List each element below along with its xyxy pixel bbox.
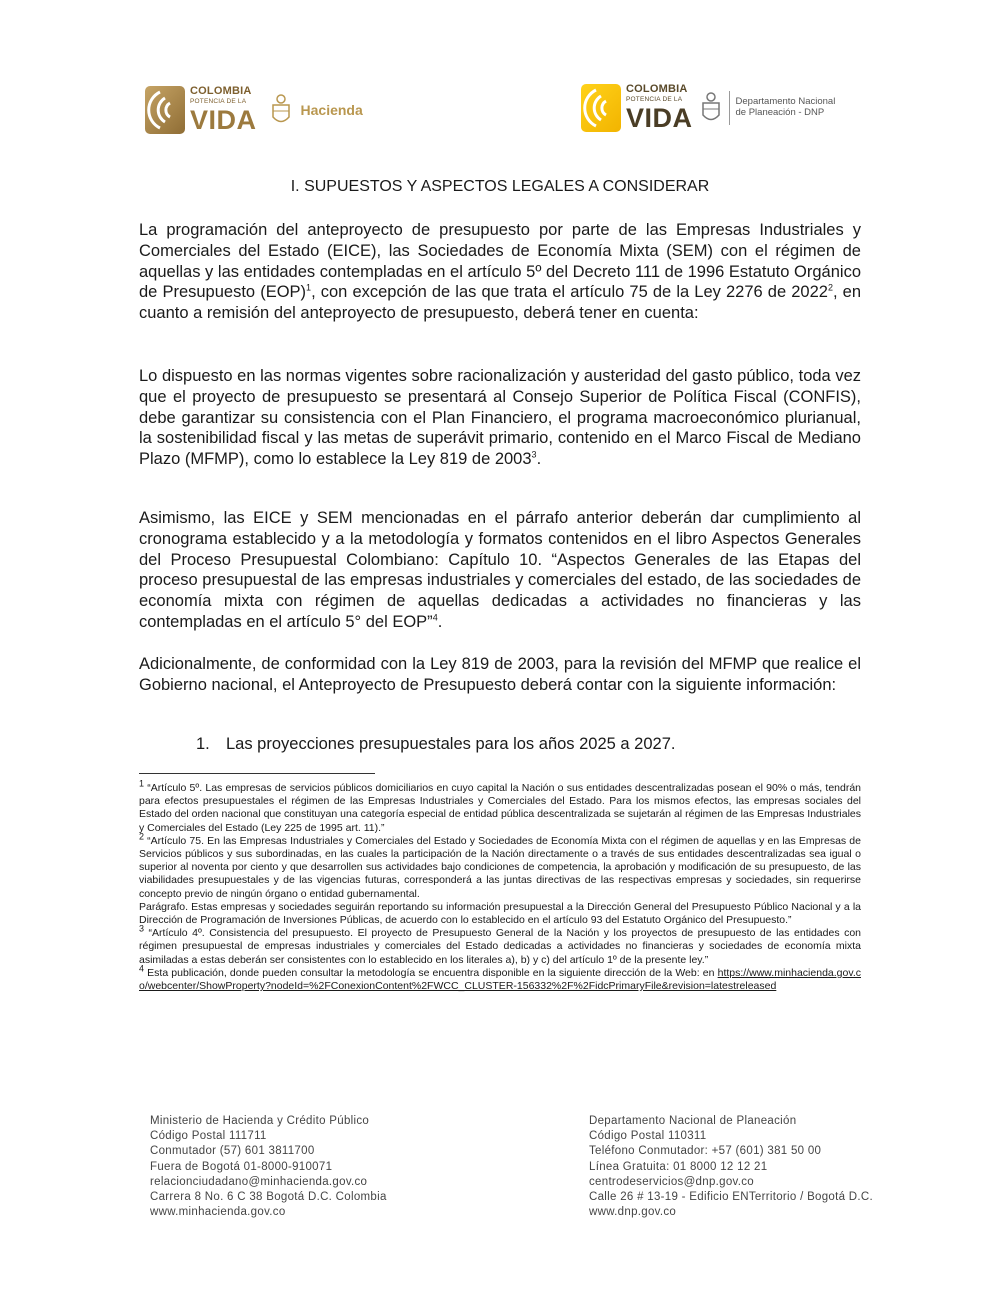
footnote-ref-2[interactable]: 2 xyxy=(827,282,833,293)
footnote-marker: 3 xyxy=(139,923,145,934)
dnp-label-line1: Departamento Nacional xyxy=(735,96,836,108)
paragraph-3-part-b: . xyxy=(437,612,443,631)
footer-website-link[interactable]: www.dnp.gov.co xyxy=(589,1206,677,1219)
footnote-3 xyxy=(139,923,861,967)
footnote-1 xyxy=(139,778,862,835)
paragraph-2 xyxy=(139,366,861,470)
footnote-2-text: “Artículo 75. En las Empresas Industriales y Comerciales del Estado y Sociedades de Economía Mixta con el régimen de aquellas y en las Empresas de Servicios públicos y sus subordinadas, en las cuales la participación de la Nación directamente o a través de sus entidades descentralizadas sea igual o superior al noventa por ciento y que desarrollen sus actividades bajo condiciones de competencia, la aprobación y modificación de su presupuesto, de las viabilidades presupuestales y de las vigencias futuras, corresponderá a las juntas directivas de las respectivas empresas y sociedades, sin requerirse concepto previo de ningún órgano o entidad gubernamental. xyxy=(139,834,861,900)
paragraph-3 xyxy=(139,508,861,633)
footnotes xyxy=(139,778,862,993)
potencia-text: POTENCIA DE LA xyxy=(626,96,683,104)
footnote-2 xyxy=(139,831,861,901)
footnote-separator xyxy=(139,773,375,774)
footer-minhacienda-contact xyxy=(150,1114,387,1220)
colombia-potencia-wordmark xyxy=(626,84,693,132)
footnote-2-paragraph: Parágrafo. Estas empresas y sociedades seguirán reportando su información presupuestal a la Dirección General del Presupuesto Público Nacional y a la Dirección de Programación de Inversiones Públicas, de acuerdo con lo establecido en el artículo 93 del Estatuto Orgánico del Presupuesto.” xyxy=(139,900,861,927)
footer-toll-free: Fuera de Bogotá 01-8000-910071 xyxy=(150,1160,333,1173)
logo-divider xyxy=(729,91,730,125)
vida-text: VIDA xyxy=(626,102,693,133)
paragraph-2-part-b: . xyxy=(536,450,542,469)
paragraph-3-part-a: Asimismo, las EICE y SEM mencionadas en el párrafo anterior deberán dar cumplimiento al cronograma establecido y a la metodología y formatos contenidos en el libro Aspectos Generales del Proceso Presupuestal Colombiano: Capítulo 10. “Aspectos Generales de las Etapas del proceso presupuestal de las empresas industriales y comerciales del estado, de las sociedades de economía mixta con régimen de aquellas dedicadas a actividades no financieras y las contempladas en el artículo 5° del EOP” xyxy=(139,509,861,631)
dnp-label-line2: de Planeación - DNP xyxy=(735,107,825,118)
colombia-text: COLOMBIA xyxy=(626,83,688,96)
hacienda-label: Hacienda xyxy=(300,102,363,118)
footer-postal-code: Código Postal 110311 xyxy=(589,1130,707,1143)
footer-dnp-contact xyxy=(589,1114,873,1220)
footer-address: Calle 26 # 13-19 - Edificio ENTerritorio / Bogotá D.C. xyxy=(589,1191,874,1204)
footnote-marker: 4 xyxy=(139,963,145,974)
dnp-label xyxy=(736,97,836,119)
footnote-marker: 2 xyxy=(139,831,145,842)
list-item-number: 1. xyxy=(196,735,210,753)
footer-address: Carrera 8 No. 6 C 38 Bogotá D.C. Colombia xyxy=(150,1191,387,1204)
colombia-potencia-wordmark xyxy=(190,86,257,134)
minhacienda-methodology-link[interactable]: https://www.minhacienda.gov.co/webcenter/ShowProperty?nodeId=%2FConexionContent%2FWCC_CLUSTER-156332%2F%2FidcPrimaryFile&revision=latestreleased xyxy=(139,966,861,993)
colombia-text: COLOMBIA xyxy=(190,85,252,98)
paragraph-4: Adicionalmente, de conformidad con la Ley 819 de 2003, para la revisión del MFMP que realice el Gobierno nacional, el Anteproyecto de Presupuesto deberá contar con la siguiente información: xyxy=(139,655,861,694)
list-item-text: Las proyecciones presupuestales para los años 2025 a 2027. xyxy=(226,735,676,753)
paragraph-1-part-a: La programación del anteproyecto de presupuesto por parte de las Empresas Industriales y Comerciales del Estado (EICE), las Sociedades de Economía Mixta (SEM) con el régimen de aquellas y las entidades contempladas en el artículo 5º del Decreto 111 de 1996 Estatuto Orgánico de Presupuesto (EOP) xyxy=(139,221,861,302)
vida-text: VIDA xyxy=(190,104,257,135)
potencia-text: POTENCIA DE LA xyxy=(190,98,247,106)
footer-postal-code: Código Postal 111711 xyxy=(150,1130,267,1143)
footnote-3-text: “Artículo 4º. Consistencia del presupuesto. El proyecto de Presupuesto General de la Nación y los proyectos de presupuesto de las entidades con régimen presupuestal de empresas industriales y comerciales del Estado dedicadas a actividades no financieras y sociedades de economía mixta asimiladas a estas deberán ser consistentes con lo establecido en los literales a), b) y c) del artículo 1º de la presente ley.” xyxy=(139,927,861,966)
section-heading: I. SUPUESTOS Y ASPECTOS LEGALES A CONSIDERAR xyxy=(290,178,710,195)
footer-website-link[interactable]: www.minhacienda.gov.co xyxy=(150,1206,286,1219)
paragraph-1-part-c: , en cuanto a remisión del anteproyecto de presupuesto, deberá tener en cuenta: xyxy=(139,283,862,323)
colombia-potencia-emblem xyxy=(581,84,621,132)
paragraph-2-part-a: Lo dispuesto en las normas vigentes sobre racionalización y austeridad del gasto público, toda vez que el proyecto de presupuesto se presentará al Consejo Superior de Política Fiscal (CONFIS), debe garantizar su consistencia con el Plan Financiero, el programa macroeconómico plurianual, la sostenibilidad fiscal y las metas de superávit primario, contenido en el Marco Fiscal de Mediano Plazo (MFMP), como lo establece la Ley 819 de 2003 xyxy=(139,367,861,469)
list-item xyxy=(196,735,675,754)
colombia-potencia-emblem xyxy=(145,86,185,134)
paragraph-1 xyxy=(139,220,861,324)
paragraph-1-part-b: , con excepción de las que trata el artículo 75 de la Ley 2276 de 2022 xyxy=(311,283,828,302)
footer-email-link[interactable]: relacionciudadano@minhacienda.gov.co xyxy=(150,1175,368,1188)
footer-toll-free: Línea Gratuita: 01 8000 12 12 21 xyxy=(589,1160,768,1173)
footer-entity-name: Ministerio de Hacienda y Crédito Público xyxy=(150,1115,370,1127)
footnote-ref-1[interactable]: 1 xyxy=(306,282,312,293)
footer-entity-name: Departamento Nacional de Planeación xyxy=(589,1115,797,1127)
footnote-4 xyxy=(139,963,861,993)
coat-of-arms-icon xyxy=(269,93,293,127)
footnote-1-text: “Artículo 5º. Las empresas de servicios públicos domiciliarios en cuyo capital la Nación o sus entidades descentralizadas posean el 90% o más, tendrán para efectos presupuestales el régimen de las Empresas Industriales y Comerciales del Estado. Para los mismos efectos, las empresas sociales del Estado del orden nacional que constituyan una categoría especial de entidad pública descentralizada se sujetarán al régimen de las Empresas Industriales y Comerciales del Estado (Ley 225 de 1995 art. 11).” xyxy=(139,782,862,834)
coat-of-arms-icon xyxy=(699,91,723,125)
footnote-ref-4[interactable]: 4 xyxy=(432,612,438,623)
footnote-ref-3[interactable]: 3 xyxy=(531,449,537,460)
dnp-logo xyxy=(581,84,835,132)
footer-email-link[interactable]: centrodeservicios@dnp.gov.co xyxy=(589,1175,754,1188)
footer-phone: Conmutador (57) 601 3811700 xyxy=(150,1145,315,1158)
footnote-4-text: Esta publicación, donde pueden consultar la metodología se encuentra disponible en la siguiente dirección de la Web: en xyxy=(147,966,715,979)
footnote-marker: 1 xyxy=(139,778,145,789)
footer-phone: Teléfono Conmutador: +57 (601) 381 50 00 xyxy=(589,1145,822,1158)
hacienda-logo xyxy=(145,86,363,134)
